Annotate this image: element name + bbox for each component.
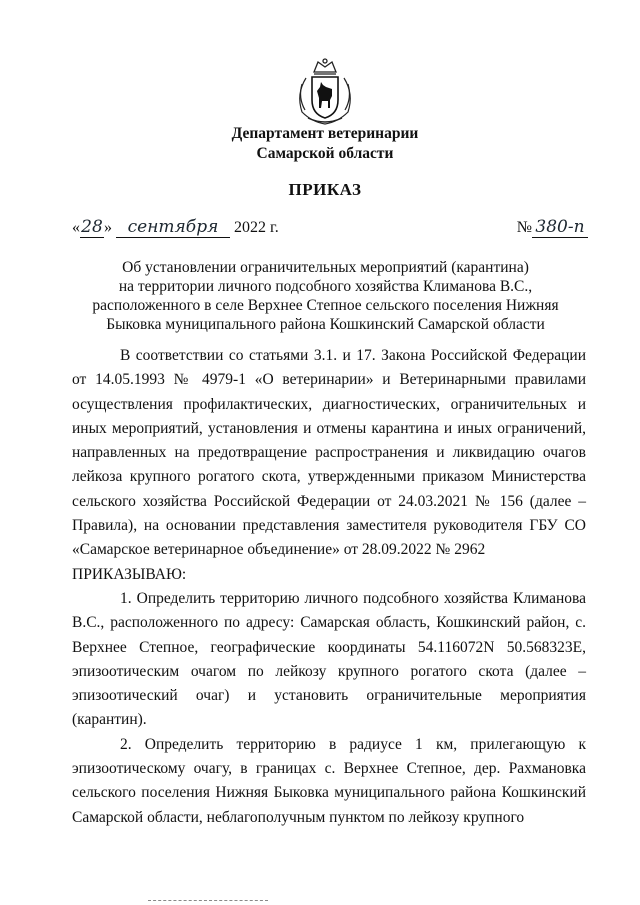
date-year: 2022 г. xyxy=(234,219,279,236)
department-line-1: Департамент ветеринарии xyxy=(231,125,419,142)
department-header xyxy=(0,124,640,164)
title-line: Быковка муниципального района Кошкинский Самарской области xyxy=(106,316,545,333)
department-line-2: Самарской области xyxy=(256,145,394,162)
title-line: на территории личного подсобного хозяйства Климанова В.С., xyxy=(118,278,533,295)
date-number-line xyxy=(72,215,588,241)
order-word: ПРИКАЗЫВАЮ: xyxy=(72,565,187,583)
page-footer-rule xyxy=(148,900,268,902)
order-number xyxy=(517,217,588,238)
item-1-paragraph: 1. Определить территорию личного подсобного хозяйства Климанова В.С., расположенного по адресу: Самарская область, Кошкинский район, с. Верхнее Степное, географические координаты 54.116072N 50.568323E, эпизоотическим очагом по лейкозу крупного рогатого скота (далее – эпизоотический очаг) и установить ограничительные мероприятия (карантин). xyxy=(72,589,586,729)
order-title xyxy=(88,258,563,334)
number-value: 380-п xyxy=(532,217,588,238)
quote-close: » xyxy=(104,219,112,236)
title-line: Об установлении ограничительных мероприятий (карантина) xyxy=(122,259,529,276)
document-type-title: ПРИКАЗ xyxy=(288,180,362,199)
order-date xyxy=(72,217,279,238)
order-body xyxy=(72,344,586,830)
quote-open: « xyxy=(72,219,80,236)
coat-of-arms-emblem xyxy=(292,58,358,126)
date-month: сентября xyxy=(116,217,230,238)
preamble-paragraph: В соответствии со статьями 3.1. и 17. Закона Российской Федерации от 14.05.1993 № 4979-1 «О ветеринарии» и Ветеринарными правилами осуществления профилактических, диагностических, ограничительных и иных мероприятий, установления и отмены карантина и иных ограничений, направленных на предотвращение распространения и ликвидацию очагов лейкоза крупного рогатого скота, утвержденными приказом Министерства сельского хозяйства Российской Федерации от 24.03.2021 № 156 (далее – Правила), на основании представления заместителя руководителя ГБУ СО «Самарское ветеринарное объединение» от 28.09.2022 № 2962 xyxy=(72,347,586,559)
date-day: 28 xyxy=(81,217,103,237)
title-line: расположенного в селе Верхнее Степное сельского поселения Нижняя xyxy=(92,297,559,314)
number-label: № xyxy=(516,219,532,236)
item-2-paragraph: 2. Определить территорию в радиусе 1 км, прилегающую к эпизоотическому очагу, в границах с. Верхнее Степное, дер. Рахмановка сельского поселения Нижняя Быковка муниципального района Кошкинский Самарской области, неблагополучным пунктом по лейкозу крупного xyxy=(72,735,586,826)
